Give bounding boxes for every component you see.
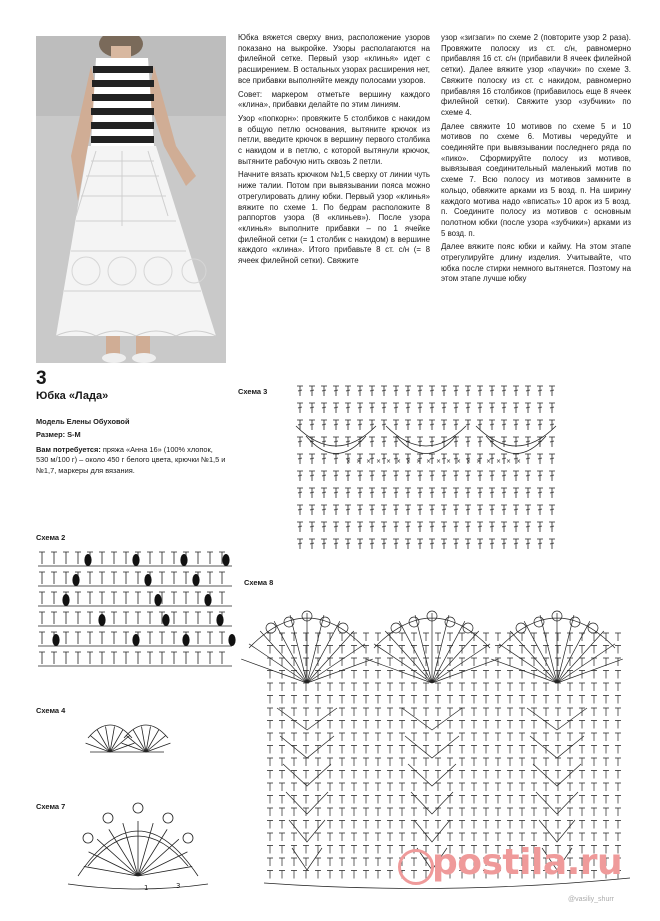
scheme-8-label: Схема 8 — [244, 578, 274, 587]
svg-text:×: × — [346, 458, 352, 465]
svg-text:×: × — [366, 458, 372, 465]
svg-text:×: × — [436, 458, 442, 465]
instructions-column-1 — [238, 33, 430, 270]
scheme-4-diagram — [88, 708, 168, 756]
svg-text:×: × — [476, 458, 482, 465]
watermark-sub: @vasiliy_shurr — [568, 896, 615, 903]
postila-logo-icon — [398, 849, 434, 885]
pattern-meta — [36, 417, 226, 476]
scheme-4-label: Схема 4 — [36, 706, 66, 715]
scheme-7-num-3: 3 — [176, 882, 181, 890]
pattern-title: Юбка «Лада» — [36, 390, 109, 402]
scheme-7-num-1: 1 — [144, 884, 149, 892]
svg-text:×: × — [386, 458, 392, 465]
svg-text:×: × — [426, 458, 432, 465]
paragraph: Совет: маркером отметьте вершину каждого «клина», прибавки делайте по этим линиям. — [238, 89, 430, 110]
scheme-2-label: Схема 2 — [36, 533, 66, 542]
model-author: Модель Елены Обуховой — [36, 417, 130, 426]
svg-text:×: × — [406, 458, 412, 465]
svg-text:×: × — [446, 458, 452, 465]
paragraph: Юбка вяжется сверху вниз, расположение узоров показано на выкройке. Узоры располагаются на филейной сетке. Первый узор «клинья» идет с расширением. В остальных узорах расширения нет, все прибавки выполняйте между полосами узоров. — [238, 33, 430, 85]
paragraph: Узор «попкорн»: провяжите 5 столбиков с накидом в общую петлю основания, вытяните крючок из петли, введите крючок в вершину первого столбика с накидом и в петлю, с которой вытянули крючок, вытяните рабочую нить сквозь 2 петли. — [238, 113, 430, 166]
paragraph: Далее свяжите 10 мотивов по схеме 5 и 10 мотивов по схеме 6. Мотивы чередуйте и соединяйте при вывязывании последнего ряда по «пико». Сформируйте полосу из мотивов, вывязывая соединительный маленький мотив по схеме 7. Всю полосу из мотивов замкните в кольцо, обвяжите арками из 5 возд. п. На ширину каждого мотива надо «вписать» 10 арок из 5 возд. п. Соедините полосу из мотивов с основным полотном юбки (после узора «зубчики») арками из 5 возд. п. — [441, 121, 631, 238]
svg-text:×: × — [376, 458, 382, 465]
size: Размер: S-M — [36, 430, 81, 440]
svg-text:×: × — [516, 458, 522, 465]
scheme-3-diagram — [296, 378, 568, 558]
svg-text:×: × — [466, 458, 472, 465]
svg-text:×: × — [456, 458, 462, 465]
scheme-2-diagram — [36, 548, 236, 678]
svg-text:×: × — [396, 458, 402, 465]
scheme-7-label: Схема 7 — [36, 802, 66, 811]
materials-label: Вам потребуется: — [36, 444, 101, 454]
svg-text:×: × — [416, 458, 422, 465]
paragraph: узор «зигзаги» по схеме 2 (повторите узор 2 раза). Провяжите полоску из ст. с/н, равномерно прибавляя 16 ст. с/н (прибавили 8 ячеек филейной сетки). Далее вяжите узор «паучки» по схеме 3. Свяжите полоску из ст. с накидом, равномерно прибавляя 16 столбиков (прибавилось еще 8 ячеек филейной сетки). Свяжите узор «зубчики» по схеме 4. — [441, 33, 631, 117]
svg-text:×: × — [486, 458, 492, 465]
instructions-column-2 — [441, 33, 631, 288]
materials-text: пряжа «Анна 16» (100% хлопок, 530 м/100 г) – около 450 г белого цвета, крючки №1,5 и №1,7, маркеры для вязания. — [36, 444, 226, 475]
paragraph: Далее вяжите пояс юбки и кайму. На этом этапе отрегулируйте длину изделия. Учитывайте, что юбка после стирки немного вытянется. Поэтому на этом этапе лучше юбку — [441, 242, 631, 284]
materials — [36, 445, 226, 476]
svg-text:×: × — [356, 458, 362, 465]
scheme-3-label: Схема 3 — [238, 387, 268, 396]
paragraph: Начните вязать крючком №1,5 сверху от линии чуть ниже талии. Потом при вывязывании пояса можно отрегулировать длину юбки. Первый узор «клинья» вяжите по схеме 1. По бедрам расположите 8 раппортов узора (8 «клиньев»). После узора «клинья» выполните прибавки – по 1 ячейке филейной сетки (= 1 столбик с накидом) в вершине каждого «клина». Итого прибавьте 8 ст. с/н (= 8 ячеек филейной сетки). Свяжите — [238, 170, 430, 266]
scheme-7-diagram — [66, 798, 216, 893]
watermark: postila.ru — [432, 842, 623, 883]
svg-text:×: × — [506, 458, 512, 465]
skirt-photo — [36, 36, 226, 363]
svg-text:×: × — [496, 458, 502, 465]
pattern-number: 3 — [36, 368, 47, 389]
